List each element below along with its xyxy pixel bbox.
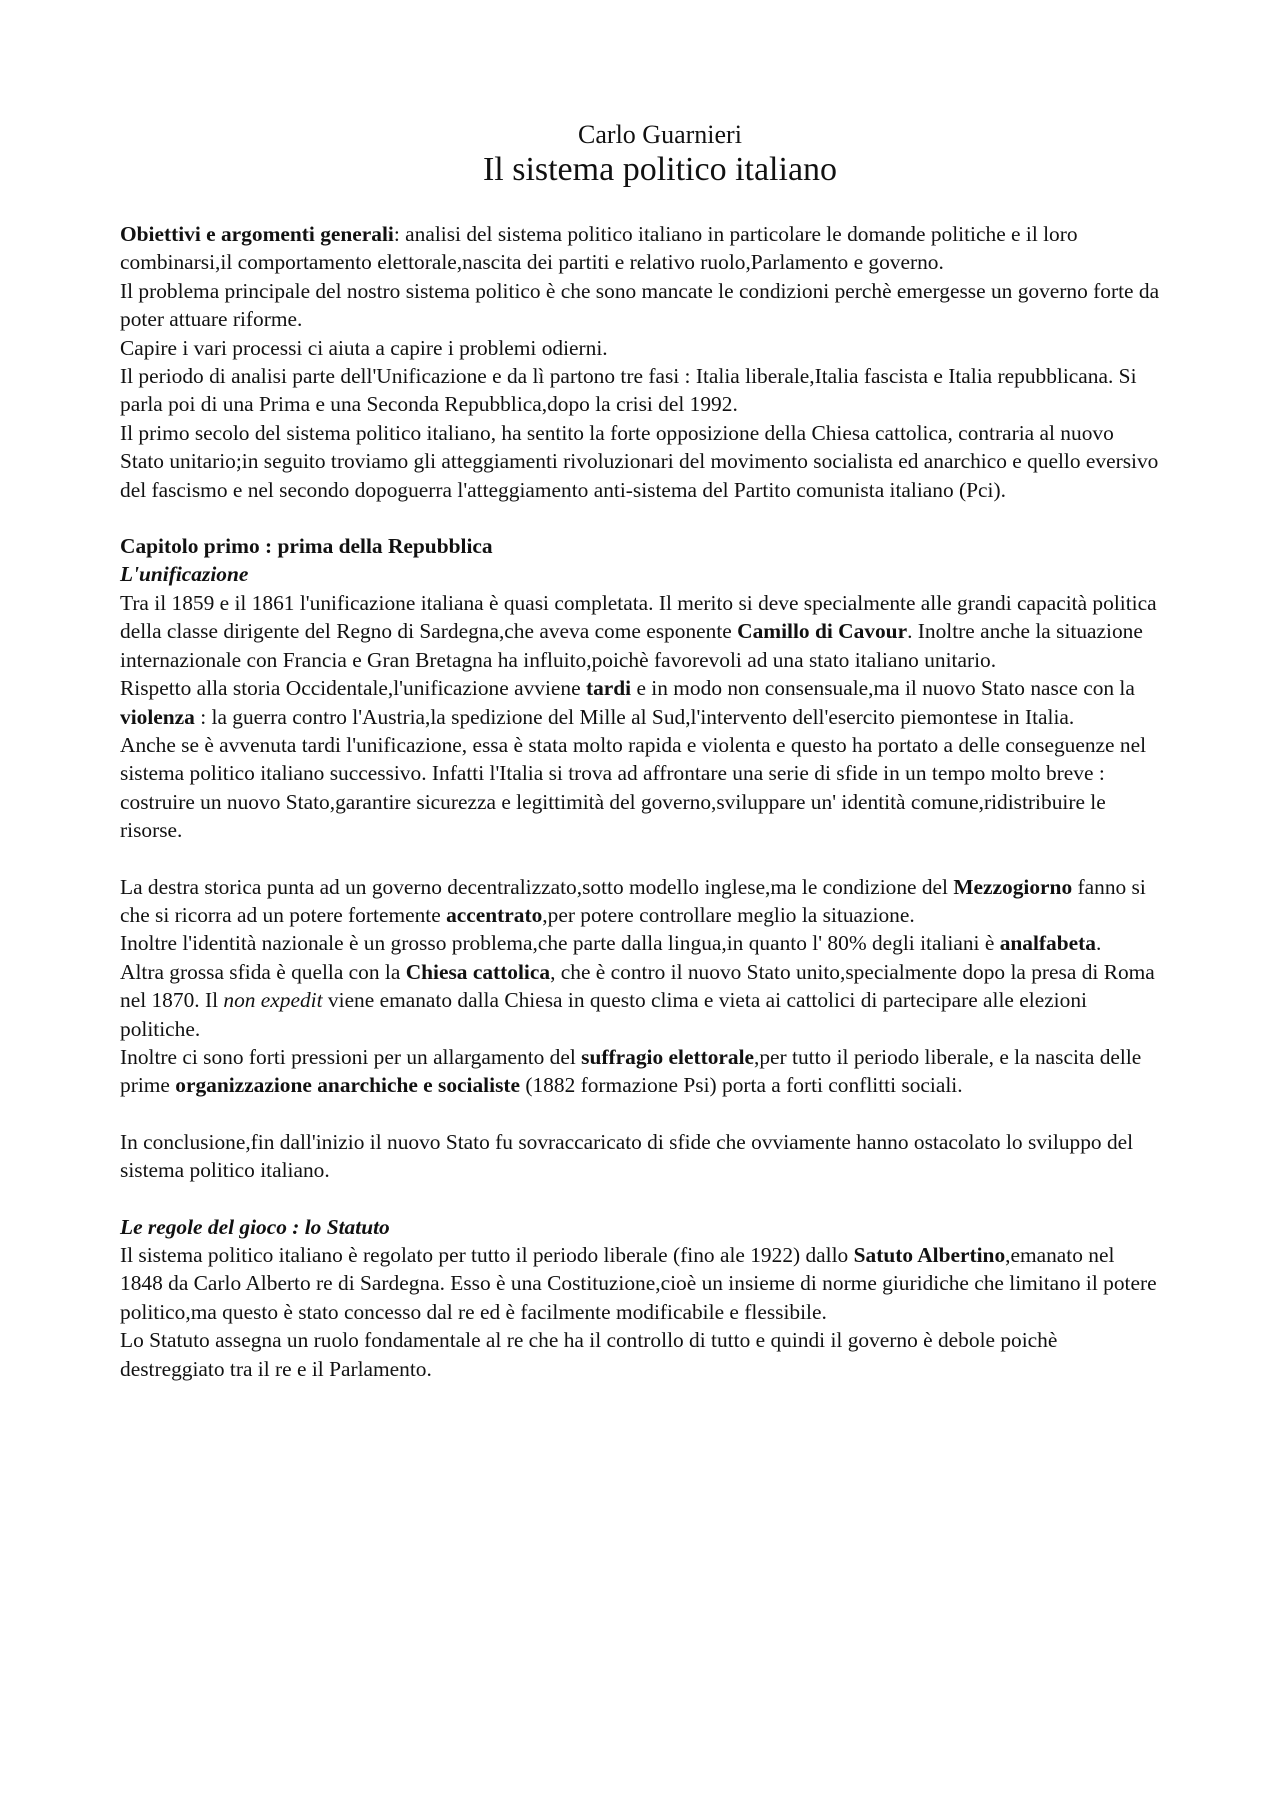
intro-paragraph: Il primo secolo del sistema politico italiano, ha sentito la forte opposizione della Chiesa cattolica, contraria al nuovo Stato unitario;in seguito troviamo gli atteggiamenti rivoluzionari del movimento socialista ed anarchico e quello eversivo del fascismo e nel secondo dopoguerra l'atteggiamento anti-sistema del Partito comunista italiano (Pci). bbox=[120, 420, 1159, 502]
body-paragraph: La destra storica punta ad un governo decentralizzato,sotto modello inglese,ma le condizione del Mezzogiorno fanno si che si ricorra ad un potere fortemente accentrato,per potere controllare meglio la situazione. bbox=[120, 874, 1146, 927]
body-paragraph: In conclusione,fin dall'inizio il nuovo Stato fu sovraccaricato di sfide che ovviamente hanno ostacolato lo sviluppo del sistema politico italiano. bbox=[120, 1129, 1134, 1183]
body-paragraph: Anche se è avvenuta tardi l'unificazione, essa è stata molto rapida e violenta e questo ha portato a delle conseguenze nel sistema politico italiano successivo. Infatti l'Italia si trova ad affrontare una serie di sfide in un tempo molto breve : costruire un nuovo Stato,garantire sicurezza e legittimità del governo,sviluppare un' identità comune,ridistribuire le risorse. bbox=[120, 732, 1147, 843]
intro-paragraph: Capire i vari processi ci aiuta a capire i problemi odierni. bbox=[120, 335, 608, 360]
section-heading-statuto: Le regole del gioco : lo Statuto bbox=[120, 1214, 390, 1239]
section-heading-unificazione: L'unificazione bbox=[120, 562, 249, 587]
intro-label: Obiettivi e argomenti generali bbox=[120, 222, 394, 246]
body-paragraph: Inoltre ci sono forti pressioni per un allargamento del suffragio elettorale,per tutto il periodo liberale, e la nascita delle prime organizzazione anarchiche e socialiste (1882 formazione Psi) porta a forti conflitti sociali. bbox=[120, 1044, 1142, 1098]
body-paragraph: Tra il 1859 e il 1861 l'unificazione italiana è quasi completata. Il merito si deve specialmente alle grandi capacità politica della classe dirigente del Regno di Sardegna,che aveva come esponente Camillo di Cavour. Inoltre anche la situazione internazionale con Francia e Gran Bretagna ha influito,poichè favorevoli ad una stato italiano unitario. bbox=[120, 590, 1157, 672]
document-page bbox=[120, 120, 1160, 1383]
body-paragraph: Lo Statuto assegna un ruolo fondamentale al re che ha il controllo di tutto e quindi il governo è debole poichè destreggiato tra il re e il Parlamento. bbox=[120, 1328, 1058, 1381]
intro-paragraph: Il problema principale del nostro sistema politico è che sono mancate le condizioni perchè emergesse un governo forte da poter attuare riforme. bbox=[120, 278, 1160, 332]
body-paragraph: Rispetto alla storia Occidentale,l'unificazione avviene tardi e in modo non consensuale,ma il nuovo Stato nasce con la violenza : la guerra contro l'Austria,la spedizione del Mille al Sud,l'intervento dell'esercito piemontese in Italia. bbox=[120, 676, 1135, 729]
chapter-heading: Capitolo primo : prima della Repubblica bbox=[120, 534, 493, 559]
body-paragraph: Il sistema politico italiano è regolato per tutto il periodo liberale (fino ale 1922) dallo Satuto Albertino,emanato nel 1848 da Carlo Alberto re di Sardegna. Esso è una Costituzione,cioè un insieme di norme giuridiche che limitano il potere politico,ma questo è stato concesso dal re ed è facilmente modificabile e flessibile. bbox=[120, 1243, 1157, 1324]
intro-paragraph: Il periodo di analisi parte dell'Unificazione e da lì partono tre fasi : Italia liberale,Italia fascista e Italia repubblicana. Si parla poi di una Prima e una Seconda Repubblica,dopo la crisi del 1992. bbox=[120, 364, 1137, 417]
body-paragraph: Inoltre l'identità nazionale è un grosso problema,che parte dalla lingua,in quanto l' 80% degli italiani è analfabeta. bbox=[120, 931, 1102, 956]
intro-paragraph: Obiettivi e argomenti generali: analisi del sistema politico italiano in particolare le domande politiche e il loro combinarsi,il comportamento elettorale,nascita dei partiti e relativo ruolo,Parlamento e governo. bbox=[120, 222, 1078, 275]
document-title: Il sistema politico italiano bbox=[482, 151, 838, 188]
body-paragraph: Altra grossa sfida è quella con la Chiesa cattolica, che è contro il nuovo Stato unito,specialmente dopo la presa di Roma nel 1870. Il non expedit viene emanato dalla Chiesa in questo clima e vieta ai cattolici di partecipare alle elezioni politiche. bbox=[120, 959, 1155, 1041]
author-name: Carlo Guarnieri bbox=[578, 120, 742, 149]
